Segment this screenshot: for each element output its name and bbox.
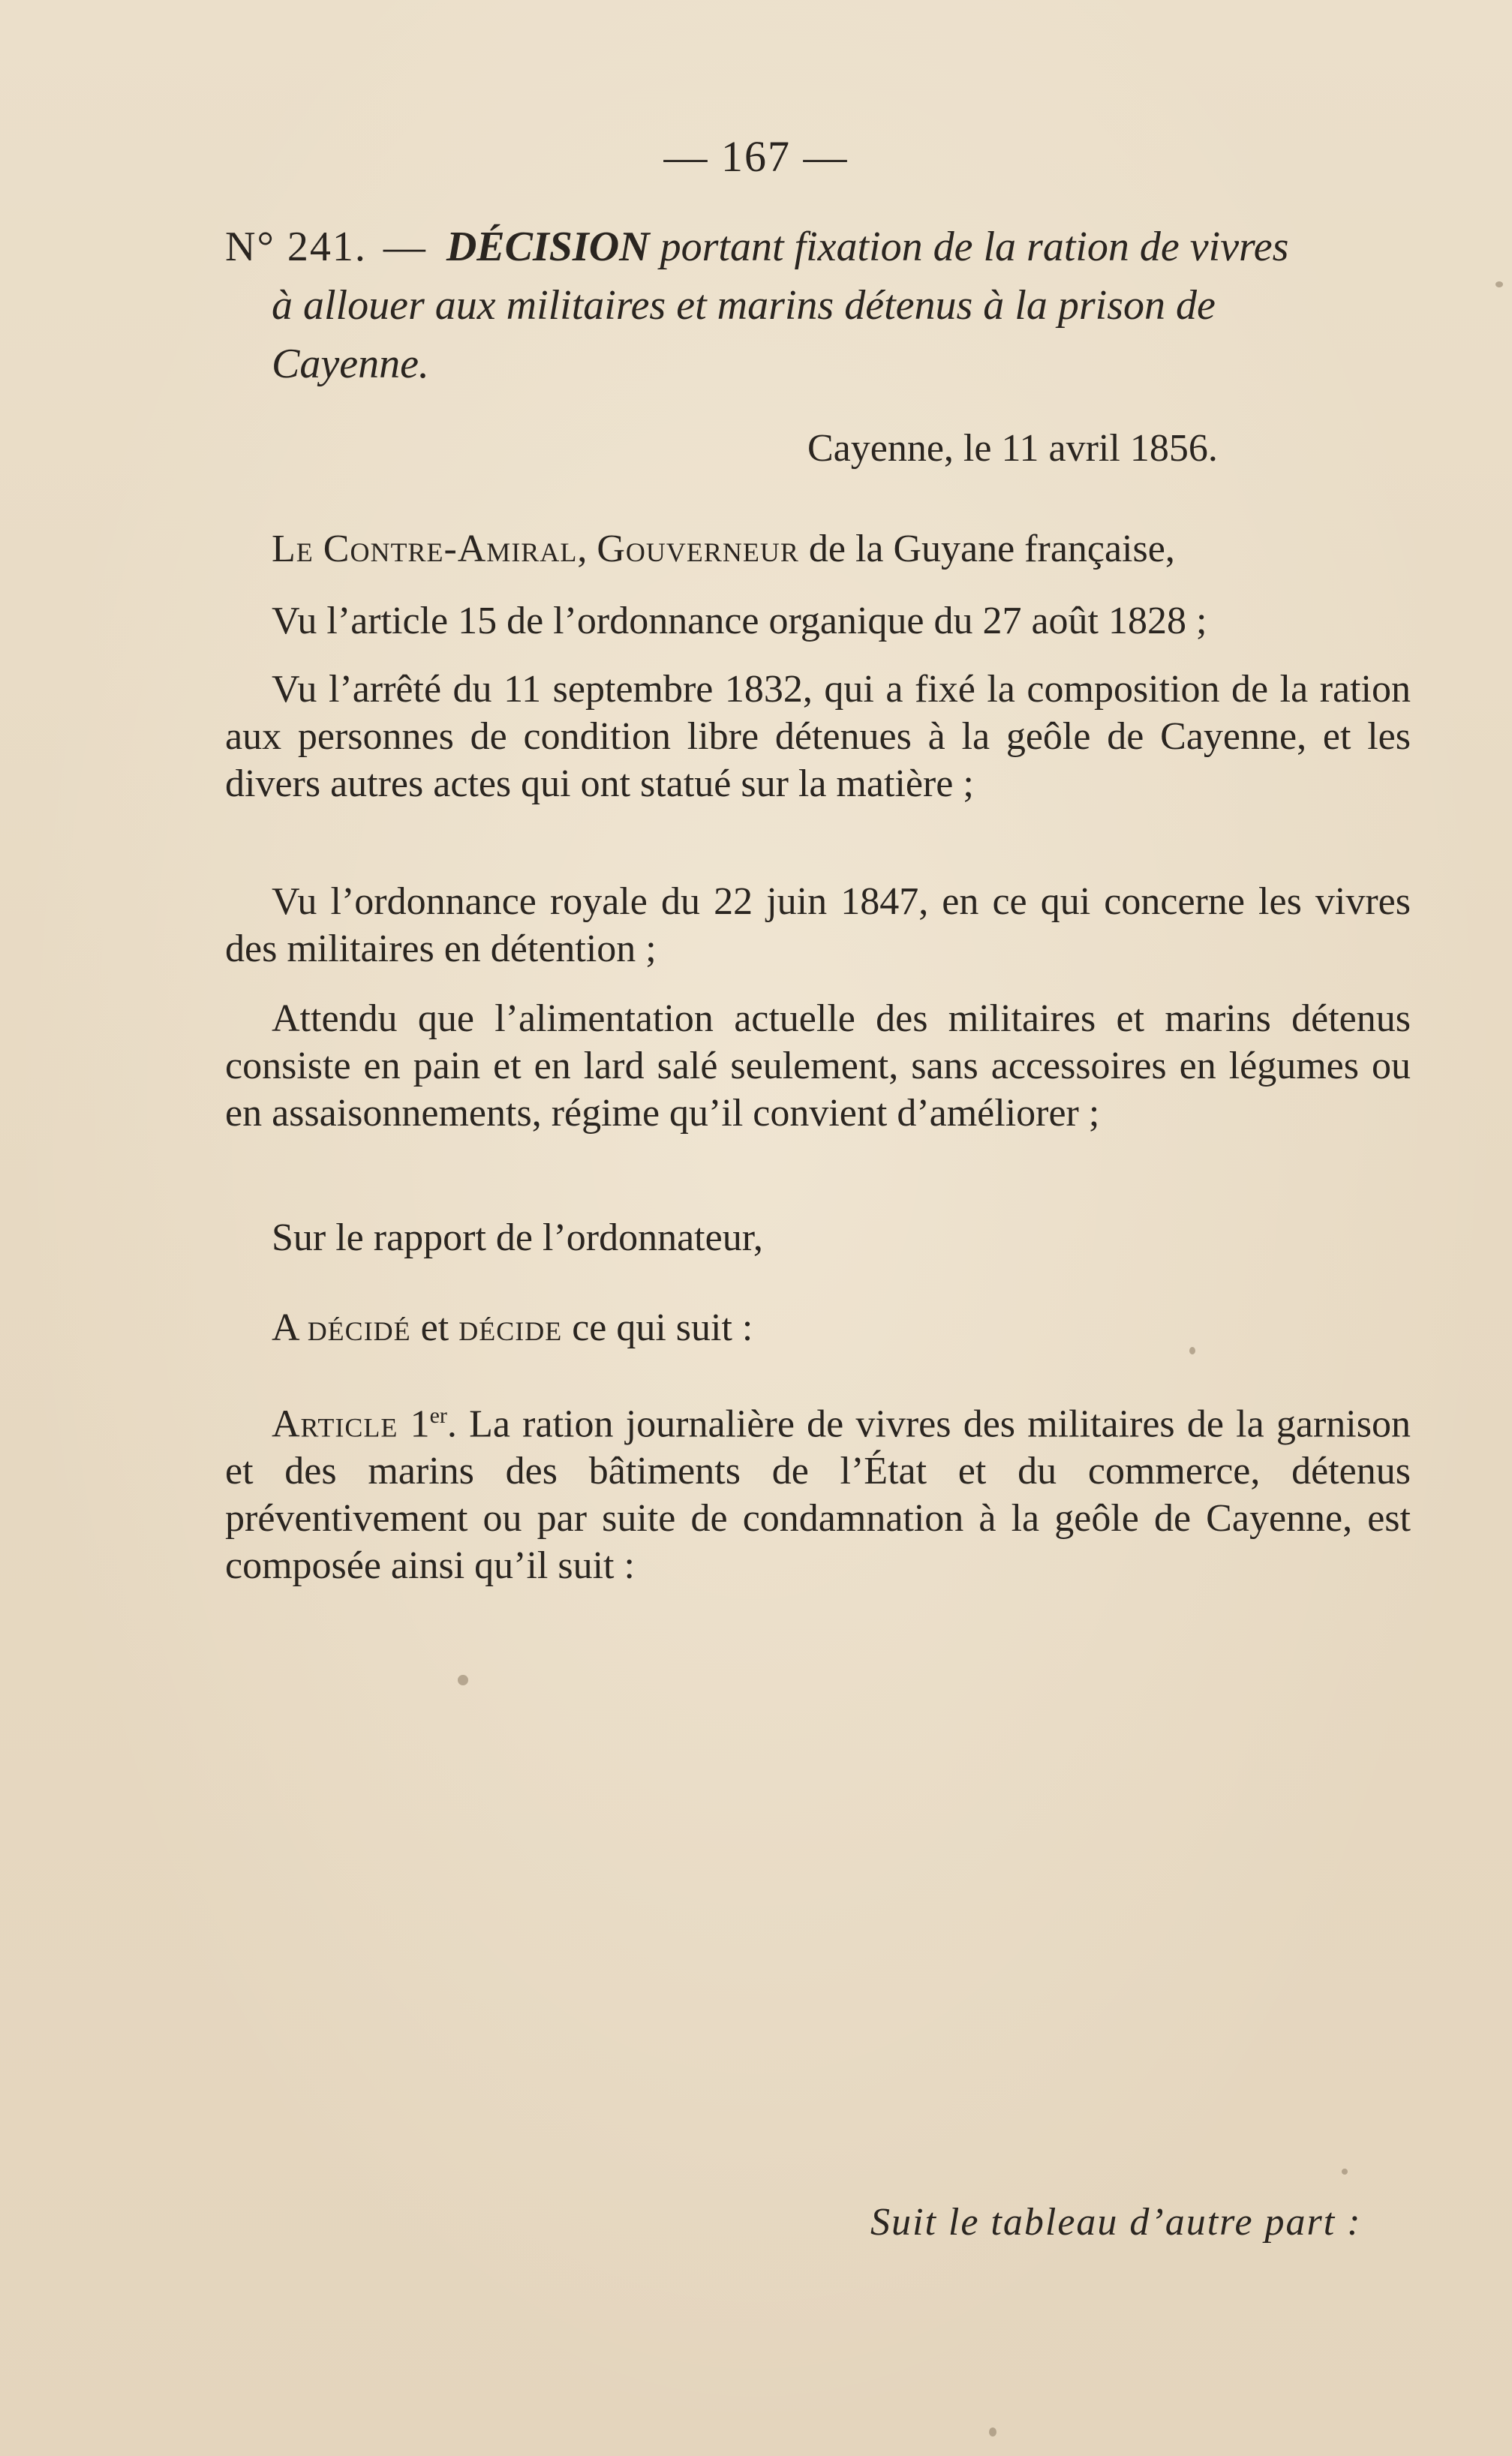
paragraph-article-15: Vu l’article 15 de l’ordonnance organique du 27 août 1828 ; [272,600,1207,642]
article-label: Article [272,1402,398,1446]
article-number: 1 [410,1402,430,1446]
paper-speck [458,1675,468,1685]
paragraph-arrete-1832: Vu l’arrêté du 11 septembre 1832, qui a fixé la composition de la ration aux personnes de condition libre détenues à la geôle de Cayenne, et les divers autres actes qui ont statué sur la matière ; [225,668,1411,805]
decision-title [225,218,1411,393]
article-text: . La ration journalière de vivres des militaires de la garnison et des marins des bâtiments de l’État et du commerce, détenus préventivement ou par suite de condamnation à la geôle de Cayenne, est composée ainsi qu’il suit : [225,1402,1411,1588]
paper-speck [1342,2169,1348,2175]
paper-speck [989,2427,996,2436]
paper-speck [1189,1347,1195,1354]
date-line: Cayenne, le 11 avril 1856. [807,427,1218,470]
article-1 [225,1392,1411,1589]
title-line-3: Cayenne. [272,341,429,387]
paragraph-rapport: Sur le rapport de l’ordonnateur, [272,1216,763,1259]
issuer-title: Contre-Amiral [323,528,578,570]
title-line-2: à allouer aux militaires et marins détenus à la prison de [272,282,1216,329]
decides-word-2: décide [458,1306,563,1349]
article-superscript: er [429,1403,447,1428]
decides-et: et [420,1306,449,1349]
issuer-line [225,525,1411,573]
issuer-sep: , [577,528,588,570]
paragraph-attendu: Attendu que l’alimentation actuelle des militaires et marins détenus consiste en pain et en lard salé seulement, sans accessoires en légumes ou en assaisonnements, régime qu’il convient d’améliorer ; [225,997,1411,1135]
decides-a: A [272,1306,298,1349]
title-line-1-rest: portant fixation de la ration de vivres [660,224,1289,270]
paragraph-ordonnance-1847: Vu l’ordonnance royale du 22 juin 1847, en ce qui concerne les vivres des militaires en détention ; [225,880,1411,970]
paper-speck [1495,281,1503,287]
decision-number: N° 241. [225,224,367,270]
footer-note: Suit le tableau d’autre part : [870,2201,1362,2244]
issuer-rest: de la Guyane française, [808,528,1175,570]
title-line-1 [225,218,1411,276]
issuer-le: Le [272,528,314,570]
decides-word-1: décidé [307,1306,411,1349]
title-dash: — [383,224,425,270]
issuer-role: Gouverneur [597,528,799,570]
decides-rest: ce qui suit : [572,1306,753,1349]
page-number: — 167 — [663,132,849,181]
decides-line [225,1304,1411,1351]
decision-word: DÉCISION [446,224,650,270]
